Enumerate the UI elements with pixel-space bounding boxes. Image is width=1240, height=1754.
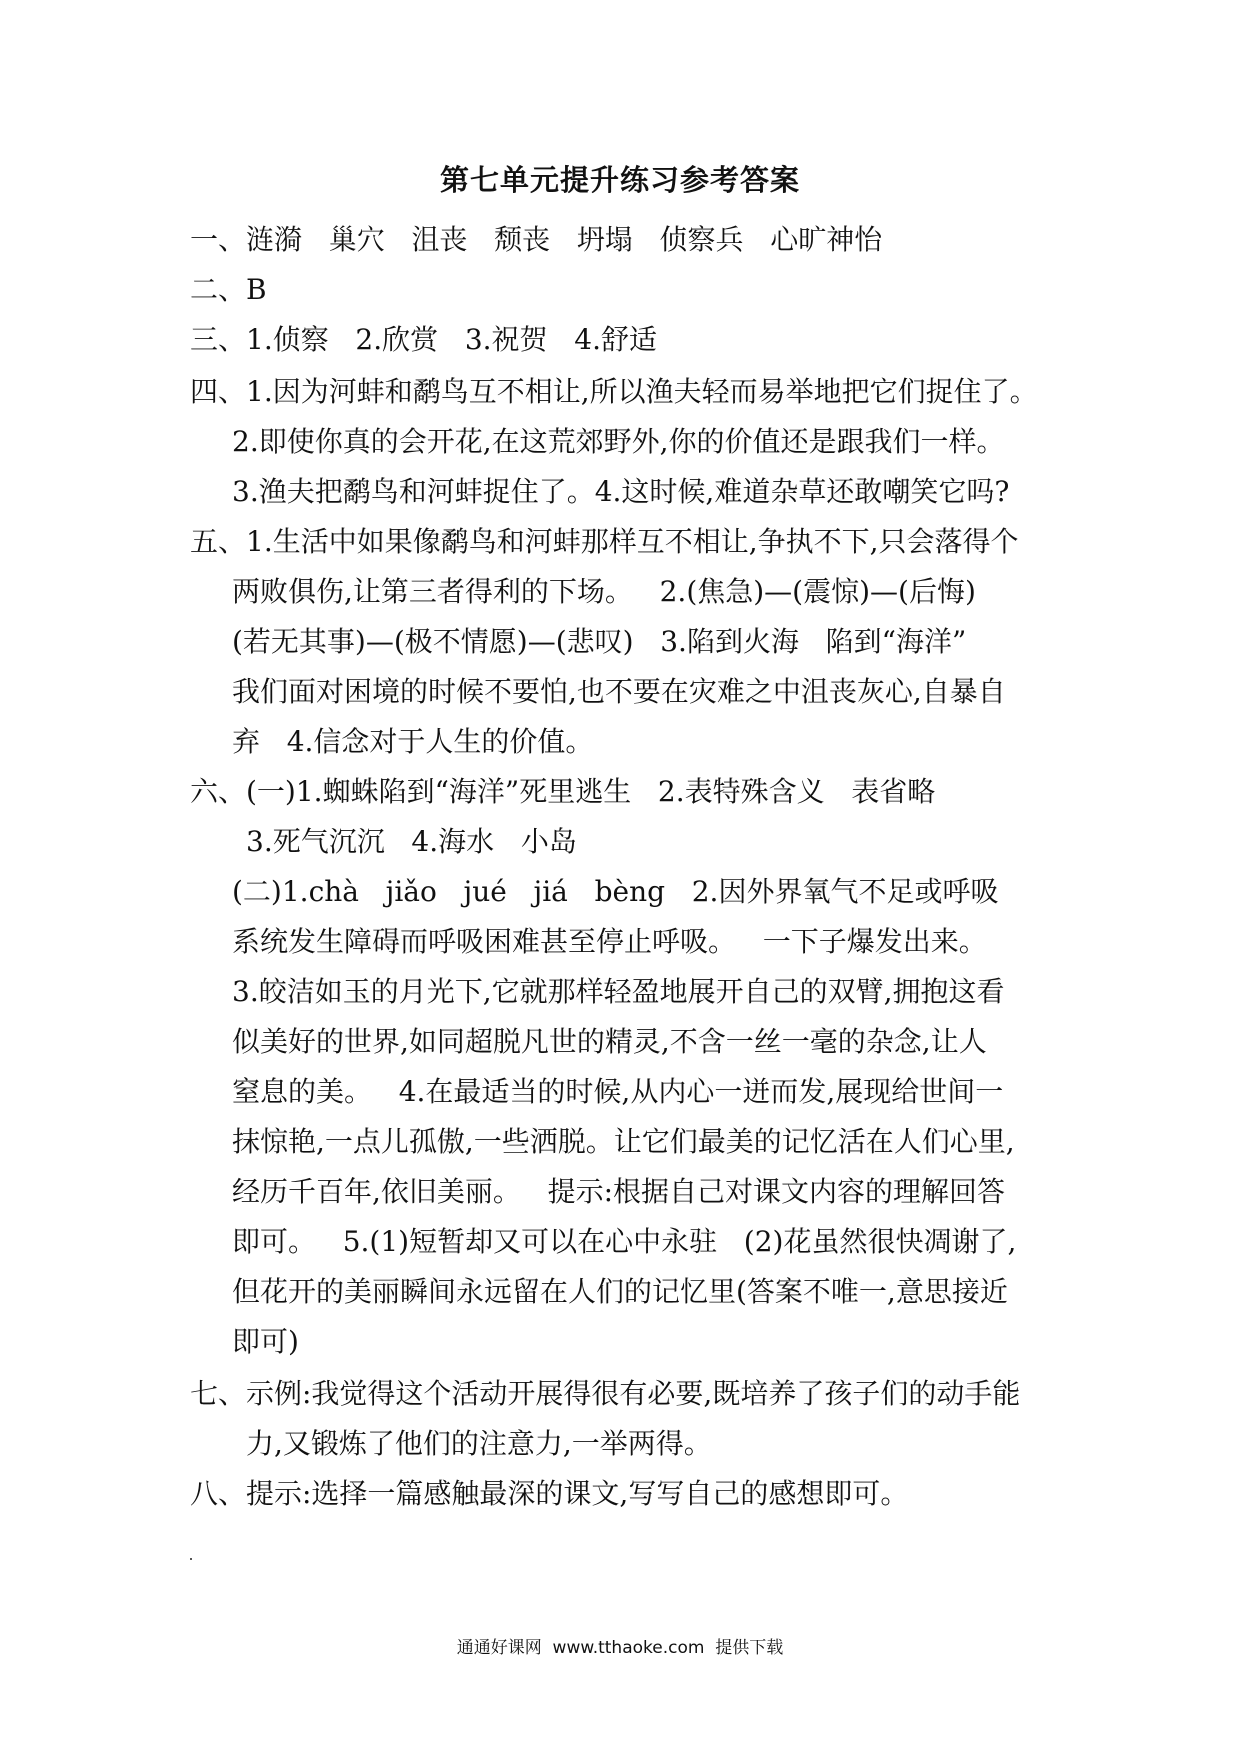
answer-line-19: 抹惊艳,一点儿孤傲,一些洒脱。让它们最美的记忆活在人们心里, (232, 1125, 1015, 1158)
answer-line-20: 经历千百年,依旧美丽。 提示:根据自己对课文内容的理解回答 (232, 1175, 1006, 1208)
answer-line-1: 一、涟漪 巢穴 沮丧 颓丧 坍塌 侦察兵 心旷神怡 (190, 223, 883, 256)
answer-line-14: (二)1.chà jiǎo jué jiá bèng 2.因外界氧气不足或呼吸 (232, 875, 999, 908)
answer-line-4: 四、1.因为河蚌和鹬鸟互不相让,所以渔夫轻而易举地把它们捉住了。 (190, 375, 1038, 408)
answer-line-9: (若无其事)—(极不情愿)—(悲叹) 3.陷到火海 陷到“海洋” (232, 625, 967, 658)
answer-line-23: 即可) (232, 1325, 299, 1358)
answer-line-15: 系统发生障碍而呼吸困难甚至停止呼吸。 一下子爆发出来。 (232, 925, 987, 958)
answer-line-2: 二、B (190, 273, 267, 306)
answer-line-16: 3.皎洁如玉的月光下,它就那样轻盈地展开自己的双臂,拥抱这看 (232, 975, 1005, 1008)
answer-line-13: 3.死气沉沉 4.海水 小岛 (246, 825, 577, 858)
answer-line-24: 七、示例:我觉得这个活动开展得很有必要,既培养了孩子们的动手能 (190, 1377, 1021, 1410)
answer-line-3: 三、1.侦察 2.欣赏 3.祝贺 4.舒适 (190, 323, 657, 356)
page-title: 第七单元提升练习参考答案 (439, 163, 800, 197)
answer-line-5: 2.即使你真的会开花,在这荒郊野外,你的价值还是跟我们一样。 (232, 425, 1005, 458)
answer-line-10: 我们面对困境的时候不要怕,也不要在灾难之中沮丧灰心,自暴自 (232, 675, 1006, 708)
answer-line-7: 五、1.生活中如果像鹬鸟和河蚌那样互不相让,争执不下,只会落得个 (190, 525, 1019, 558)
answer-line-6: 3.渔夫把鹬鸟和河蚌捉住了。4.这时候,难道杂草还敢嘲笑它吗? (232, 475, 1010, 508)
answer-line-11: 弃 4.信念对于人生的价值。 (232, 725, 594, 758)
answer-line-21: 即可。 5.(1)短暂却又可以在心中永驻 (2)花虽然很快凋谢了, (232, 1225, 1017, 1258)
answer-line-26: 八、提示:选择一篇感触最深的课文,写写自己的感想即可。 (190, 1477, 909, 1510)
answer-line-22: 但花开的美丽瞬间永远留在人们的记忆里(答案不唯一,意思接近 (232, 1275, 1008, 1308)
answer-line-12: 六、(一)1.蜘蛛陷到“海洋”死里逃生 2.表特殊含义 表省略 (190, 775, 936, 808)
answer-line-8: 两败俱伤,让第三者得利的下场。 2.(焦急)—(震惊)—(后悔) (232, 575, 976, 608)
answer-line-18: 窒息的美。 4.在最适当的时候,从内心一迸而发,展现给世间一 (232, 1075, 1004, 1108)
answer-line-17: 似美好的世界,如同超脱凡世的精灵,不含一丝一毫的杂念,让人 (232, 1025, 987, 1058)
footer-credit: 通通好课网 www.tthaoke.com 提供下载 (456, 1638, 784, 1658)
stray-dot (190, 1558, 192, 1560)
answer-line-25: 力,又锻炼了他们的注意力,一举两得。 (246, 1427, 712, 1460)
